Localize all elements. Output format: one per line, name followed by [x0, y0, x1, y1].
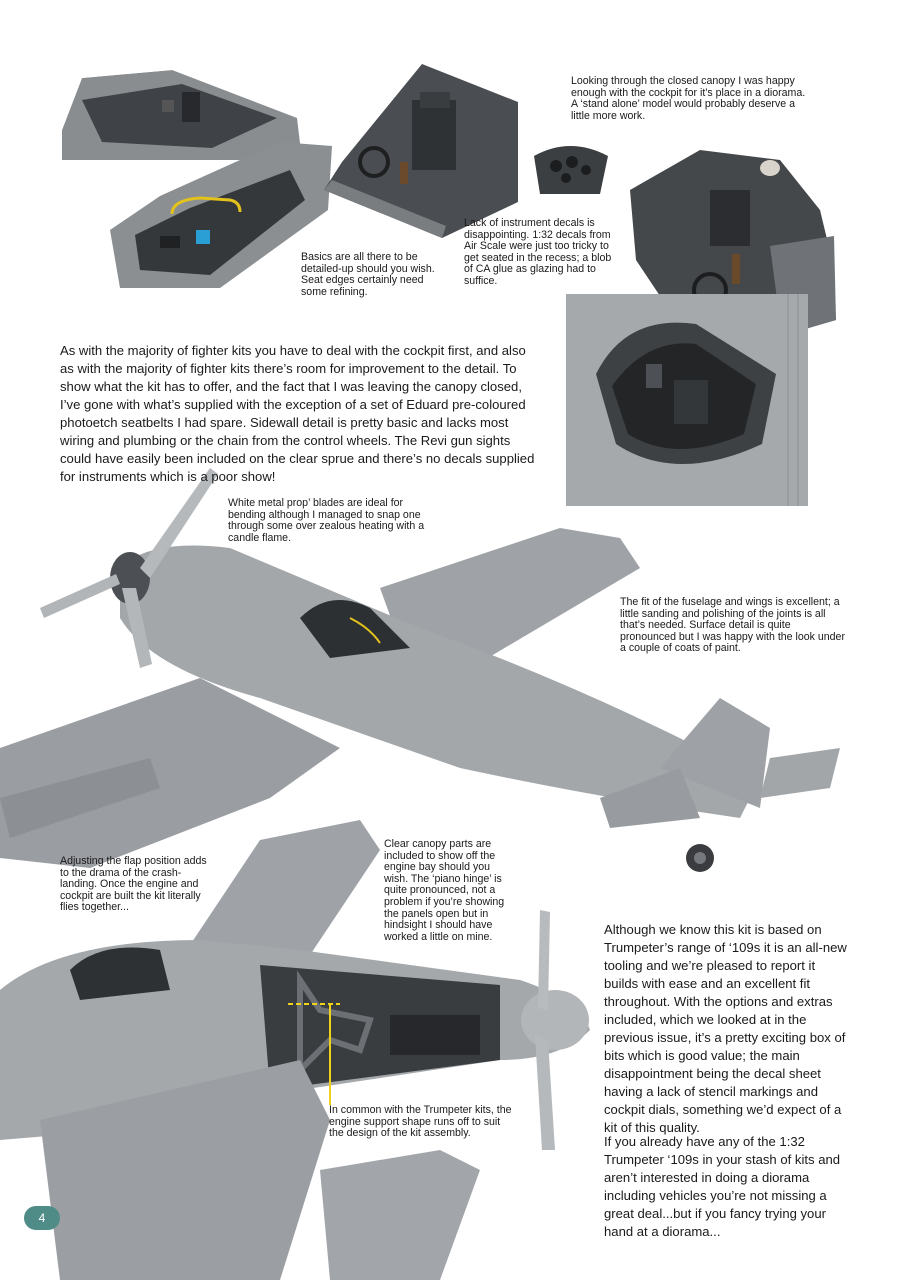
caption-engine-support: In common with the Trumpeter kits, the engine support shape runs off to suit the design of the kit assembly. [329, 1104, 512, 1140]
caption-instrument-decals: Lack of instrument decals is disappointing. 1:32 decals from Air Scale were just too tricky to get seated in the recess; a blob of CA glue as glazing had to suffice. [464, 217, 612, 287]
intro-paragraph: As with the majority of fighter kits you have to deal with the cockpit first, and also as with the majority of fighter kits there’s room for improvement to the detail. To show what the kit has to offer, and the fact that I was leaving the canopy closed, I’ve gone with what’s supplied with the exception of a set of Eduard pre-coloured photoetch seatbelts I had spare. Sidewall detail is pretty basic and lacks most wiring and plumbing or the chain from the control wheels. The Revi gun sights could have easily been included on the clear sprue and there’s no decals supplied for instruments which is a poor show! [60, 343, 535, 484]
page-number: 4 [24, 1206, 60, 1230]
cockpit-sidewall-detail-photo [100, 140, 332, 288]
conclusion-paragraph-2: If you already have any of the 1:32 Trumpeter ‘109s in your stash of kits and aren’t interested in doing a diorama including vehicles you’re not missing a great deal...but if you fancy trying your hand at a diorama... [604, 1134, 841, 1239]
caption-seat-basics: Basics are all there to be detailed-up should you wish. Seat edges certainly need some refining. [301, 251, 435, 298]
caption-canopy-view: Looking through the closed canopy I was happy enough with the cockpit for it’s place in a diorama. A ‘stand alone’ model would probably deserve a little more work. [571, 75, 806, 122]
caption-prop-blades: White metal prop’ blades are ideal for bending although I managed to snap one through some over zealous heating with a candle flame. [228, 497, 425, 544]
cockpit-tub-photo [322, 62, 520, 238]
caption-canopy-parts: Clear canopy parts are included to show off the engine bay should you wish. The ‘piano hinge’ is quite pronounced, not a problem if you’re showing the panels open but in hindsight I should have worked a little on mine. [384, 838, 505, 943]
conclusion-paragraph-1: Although we know this kit is based on Trumpeter’s range of ‘109s it is an all-new tooling and we’re pleased to report it builds with ease and an excellent fit throughout. With the options and extras included, which we looked at in the previous issue, it’s a pretty exciting box of bits which is good value; the main disappointment being the decal sheet having a lack of stencil markings and cockpit dials, something we’d expect of a kit of this quality. [604, 922, 847, 1135]
caption-fuselage-fit: The fit of the fuselage and wings is excellent; a little sanding and polishing of the joints is all that’s needed. Surface detail is quite pronounced but I was happy with the look under a couple of coats of paint. [620, 596, 845, 655]
instrument-panel-photo [526, 136, 614, 196]
caption-flap-position: Adjusting the flap position adds to the drama of the crash-landing. Once the engine and cockpit are built the kit literally flies together... [60, 855, 207, 914]
